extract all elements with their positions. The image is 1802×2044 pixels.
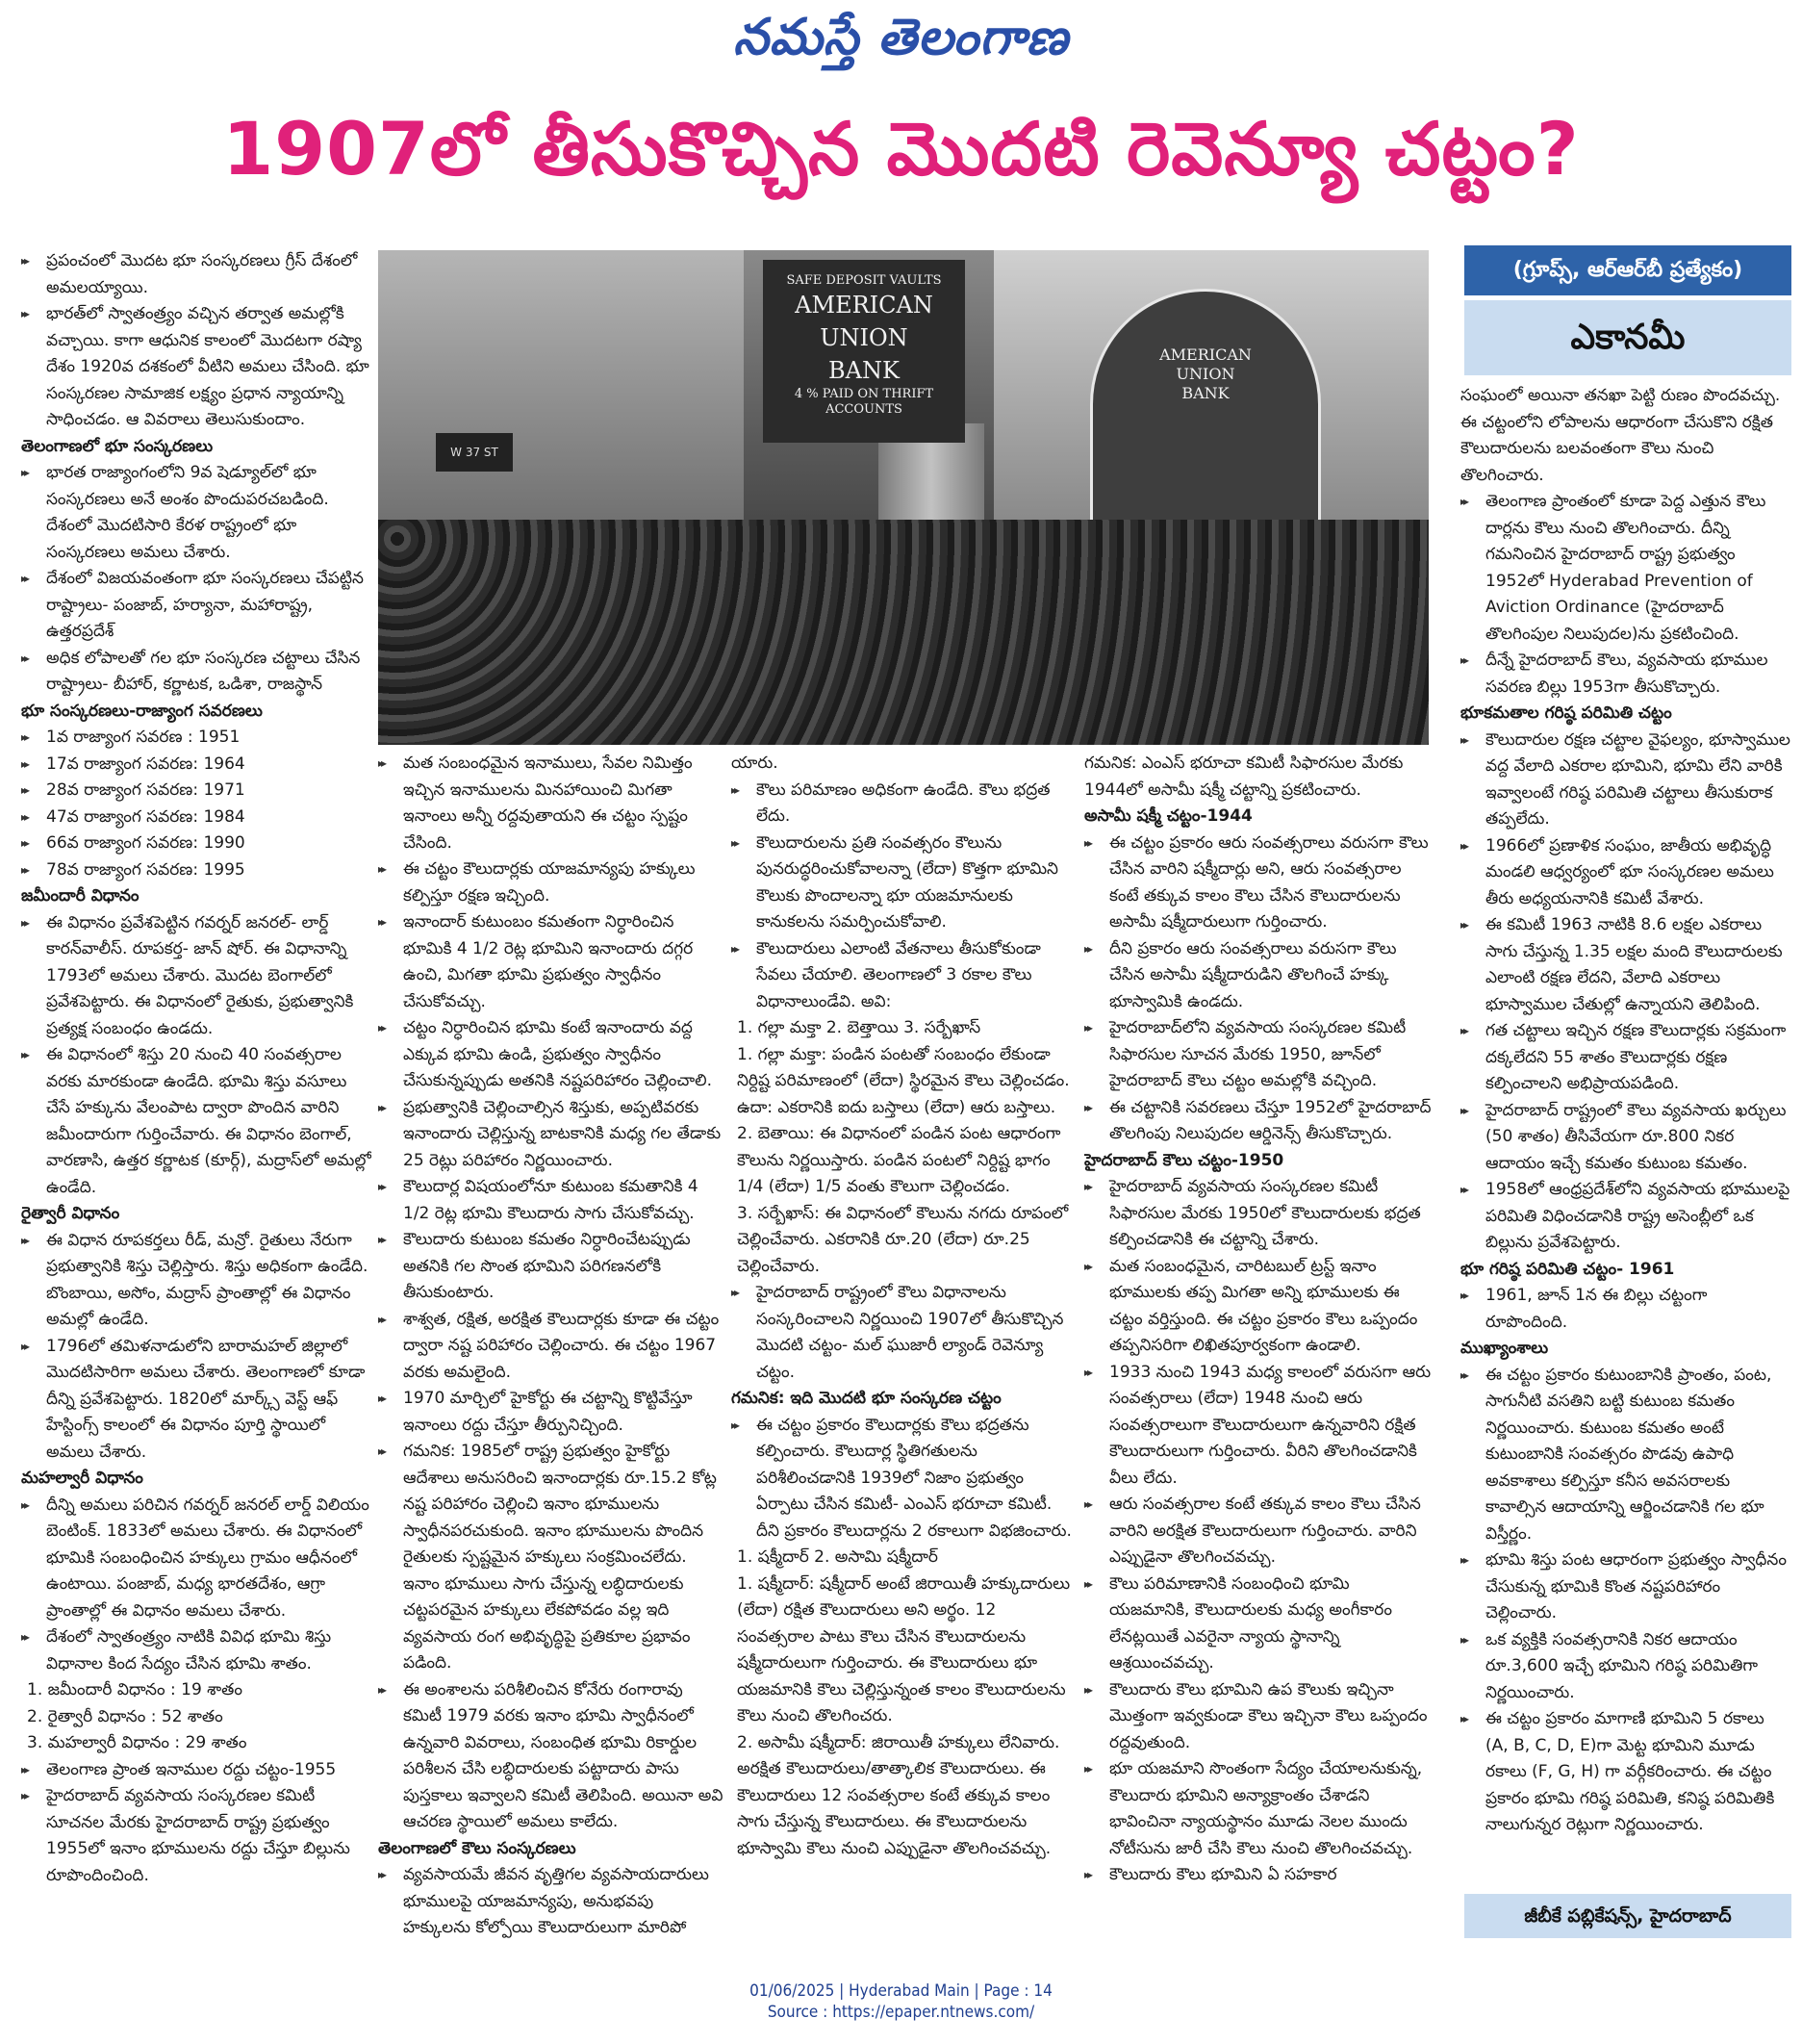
- text-paragraph: 3. సర్బేఖాస్: ఈ విధానంలో కౌలును నగదు రూపంలో చెల్లించేవారు. ఎకరానికి రూ.20 (లేదా) రూ.25 చెల్లించేవారు.: [737, 1203, 1069, 1276]
- photo-sign-line3: BANK: [828, 357, 900, 384]
- text-paragraph: 1. షక్మీదార్ 2. అసామి షక్మీదార్: [737, 1547, 938, 1567]
- bullet-paragraph: ▸▸ దేశంలో విజయవంతంగా భూ సంస్కరణలు చేపట్టిన రాష్ట్రాలు- పంజాబ్, హర్యానా, మహారాష్ట్ర, ఉత్తరప్రదేశ్: [21, 566, 371, 646]
- section-label: ఎకానమీ: [1464, 300, 1791, 375]
- text-paragraph: 2. బెతాయి: ఈ విధానంలో పండిన పంట ఆధారంగా కౌలును నిర్ణయిస్తారు. పండిన పంటలో నిర్దిష్ట భాగం 1/4 (లేదా) 1/5 వంతు కౌలుగా చెల్లించడం.: [737, 1124, 1061, 1196]
- bullet-paragraph: ▸▸ ప్రపంచంలో మొదట భూ సంస్కరణలు గ్రీస్ దేశంలో అమలయ్యాయి.: [21, 248, 371, 301]
- section-heading: తెలంగాణలో కౌలు సంస్కరణలు: [378, 1838, 576, 1858]
- photo-arch-line2: UNION: [1176, 365, 1235, 383]
- section-heading: జమీందారీ విధానం: [21, 886, 140, 906]
- bullet-paragraph: ▸▸ వ్యవసాయమే జీవన వృత్తిగల వ్యవసాయదారులు భూములపై యాజమాన్యపు, అనుభవపు హక్కులను కోల్పోయి కౌలుదారులుగా మారిపో: [378, 1862, 724, 1942]
- photo-building-left: [378, 250, 744, 539]
- section-heading: భూ గరిష్ఠ పరిమితి చట్టం- 1961: [1460, 1259, 1675, 1279]
- article-column-2: [378, 751, 724, 1954]
- section-heading: మహల్వారీ విధానం: [21, 1469, 143, 1488]
- bullet-paragraph: ▸▸ కౌలుదారు కౌలు భూమిని ఏ సహకార: [1084, 1862, 1433, 1889]
- bullet-paragraph: ▸▸ కౌలుదారు కౌలు భూమిని ఉప కౌలుకు ఇచ్చినా మొత్తంగా ఇవ్వకుండా కౌలు ఇచ్చినా కౌలు ఒప్పందం రద్దవుతుంది.: [1084, 1677, 1433, 1757]
- bullet-paragraph: ▸▸ హైదరాబాద్‌లోని వ్యవసాయ సంస్కరణల కమిటీ సిఫారసుల సూచన మేరకు 1950, జూన్‌లో హైదరాబాద్ కౌలు చట్టం అమల్లోకి వచ్చింది.: [1084, 1015, 1433, 1095]
- photo-sign-line1: AMERICAN: [795, 292, 933, 319]
- photo-sign-rate: 4 % PAID ON THRIFT ACCOUNTS: [794, 387, 934, 417]
- bullet-paragraph: ▸▸ గమనిక: 1985లో రాష్ట్ర ప్రభుత్వం హైకోర్టు ఆదేశాలు అనుసరించి ఇనాందార్లకు రూ.15.2 కోట్ల నష్ట పరిహారం చెల్లించి ఇనాం భూములను స్వాధీనపరచుకుంది. ఇనాం భూములను పొందిన రైతులకు స్పష్టమైన హక్కులు సంక్రమించలేదు. ఇనాం భూములు సాగు చేస్తున్న లబ్ధిదారులకు చట్టపరమైన హక్కులు లేకపోవడం వల్ల ఇది వ్యవసాయ రంగ అభివృద్ధిపై ప్రతికూల ప్రభావం పడింది.: [378, 1439, 724, 1677]
- text-paragraph: 3. మహల్వారీ విధానం : 29 శాతం: [27, 1733, 247, 1752]
- bullet-paragraph: ▸▸ అధిక లోపాలతో గల భూ సంస్కరణ చట్టాలు చేసిన రాష్ట్రాలు- బీహార్, కర్ణాటక, ఒడిశా, రాజస్థాన్: [21, 646, 371, 699]
- text-paragraph: 2. రైత్వారీ విధానం : 52 శాతం: [27, 1706, 223, 1726]
- bullet-paragraph: ▸▸ తెలంగాణ ప్రాంత ఇనాముల రద్దు చట్టం-1955: [21, 1757, 371, 1784]
- section-heading: భూ సంస్కరణలు-రాజ్యాంగ సవరణలు: [21, 701, 263, 721]
- bullet-paragraph: ▸▸ దీన్ని అమలు పరిచిన గవర్నర్ జనరల్ లార్డ్ విలియం బెంటింక్. 1833లో అమలు చేశారు. ఈ విధానంలో భూమికి సంబంధించిన హక్కులు గ్రామం ఆధీనంలో ఉంటాయి. పంజాబ్, మధ్య భారతదేశం, ఆగ్రా ప్రాంతాల్లో ఈ విధానం అమలు చేశారు.: [21, 1493, 371, 1625]
- text-paragraph: 1. జమీందారీ విధానం : 19 శాతం: [27, 1680, 243, 1699]
- bullet-paragraph: ▸▸ 78వ రాజ్యాంగ సవరణ: 1995: [21, 857, 371, 884]
- section-heading: అసామీ షక్మీ చట్టం-1944: [1084, 806, 1253, 826]
- bullet-paragraph: ▸▸ భూమి శిస్తు పంట ఆధారంగా ప్రభుత్వం స్వాధీనం చేసుకున్న భూమికి కొంత నష్టపరిహారం చెల్లించారు.: [1460, 1547, 1791, 1627]
- bullet-paragraph: ▸▸ హైదరాబాద్ వ్యవసాయ సంస్కరణల కమిటీ సూచనల మేరకు హైదరాబాద్ రాష్ట్ర ప్రభుత్వం 1955లో ఇనాం భూములను రద్దు చేస్తూ బిల్లును రూపొందించింది.: [21, 1783, 371, 1889]
- bullet-paragraph: ▸▸ ఈ చట్టం ప్రకారం కుటుంబానికి ప్రాంతం, పంట, సాగునీటి వసతిని బట్టి కుటుంబ కమతం నిర్ణయించారు. కుటుంబ కమతం అంటే కుటుంబానికి సంవత్సరం పొడవు ఉపాధి అవకాశాలు కల్పిస్తూ కనీస అవసరాలకు కావాల్సిన ఆదాయాన్ని ఆర్జించడానికి గల భూ విస్తీర్ణం.: [1460, 1363, 1791, 1548]
- bullet-paragraph: ▸▸ 1796లో తమిళనాడులోని బారామహల్ జిల్లాలో మొదటిసారిగా అమలు చేశారు. తెలంగాణలో కూడా దీన్ని ప్రవేశపెట్టారు. 1820లో మార్క్స్ వెస్ట్ ఆఫ్ హేస్టింగ్స్ కాలంలో ఈ విధానం పూర్తి స్థాయిలో అమలు చేశారు.: [21, 1334, 371, 1467]
- bullet-paragraph: ▸▸ భారత రాజ్యాంగంలోని 9వ షెడ్యూల్‌లో భూ సంస్కరణలు అనే అంశం పొందుపరచబడింది. దేశంలో మొదటిసారి కేరళ రాష్ట్రంలో భూ సంస్కరణలు అమలు చేశారు.: [21, 460, 371, 566]
- text-paragraph: సంఘంలో అయినా తనఖా పెట్టి రుణం పొందవచ్చు. ఈ చట్టంలోని లోపాలను ఆధారంగా చేసుకొని రక్షిత కౌలుదారులను బలవంతంగా కౌలు నుంచి తొలగించారు.: [1460, 386, 1781, 485]
- article-column-4: [1084, 751, 1433, 1954]
- bullet-paragraph: ▸▸ తెలంగాణ ప్రాంతంలో కూడా పెద్ద ఎత్తున కౌలు దార్లను కౌలు నుంచి తొలగించారు. దీన్ని గమనించిన హైదరాబాద్ రాష్ట్ర ప్రభుత్వం 1952లో Hyderabad Prevention of Aviction Ordinance (హైదరాబాద్ తొలగింపుల నిలుపుదల)ను ప్రకటించింది.: [1460, 489, 1791, 648]
- bullet-paragraph: ▸▸ 1958లో ఆంధ్రప్రదేశ్‌లోని వ్యవసాయ భూములపై పరిమితి విధించడానికి రాష్ట్ర అసెంబ్లీలో ఒక బిల్లును ప్రవేశపెట్టారు.: [1460, 1177, 1791, 1257]
- bullet-paragraph: ▸▸ హైదరాబాద్ రాష్ట్రంలో కౌలు వ్యవసాయ ఖర్చులు (50 శాతం) తీసివేయగా రూ.800 నికర ఆదాయం ఇచ్చే కమతం కుటుంబ కమతం.: [1460, 1098, 1791, 1178]
- bullet-paragraph: ▸▸ ఈ కమిటీ 1963 నాటికి 8.6 లక్షల ఎకరాలు సాగు చేస్తున్న 1.35 లక్షల మంది కౌలుదారులకు ఎలాంటి రక్షణ లేదని, వేలాది ఎకరాలు భూస్వాముల చేతుల్లో ఉన్నాయని తెలిపింది.: [1460, 912, 1791, 1018]
- photo-street-sign: W 37 ST: [436, 433, 513, 472]
- bullet-paragraph: ▸▸ ఒక వ్యక్తికి సంవత్సరానికి నికర ఆదాయం రూ.3,600 ఇచ్చే భూమిని గరిష్ఠ పరిమితిగా నిర్ణయించారు.: [1460, 1627, 1791, 1707]
- page-footer: [0, 1980, 1802, 2023]
- bullet-paragraph: ▸▸ మత సంబంధమైన, చారిటబుల్ ట్రస్ట్ ఇనాం భూములకు తప్ప మిగతా అన్ని భూములకు ఈ చట్టం వర్తిస్తుంది. ఈ చట్టం ప్రకారం కౌలు ఒప్పందం తప్పనిసరిగా లిఖితపూర్వకంగా ఉండాలి.: [1084, 1254, 1433, 1360]
- bullet-paragraph: ▸▸ హైదరాబాద్ వ్యవసాయ సంస్కరణల కమిటీ సిఫారసుల మేరకు 1950లో కౌలుదారులకు భద్రత కల్పించడానికి ఈ చట్టాన్ని చేశారు.: [1084, 1174, 1433, 1254]
- photo-arch-line3: BANK: [1181, 384, 1230, 402]
- bullet-paragraph: ▸▸ ప్రభుత్వానికి చెల్లించాల్సిన శిస్తుకు, అప్పటివరకు ఇనాందారు చెల్లిస్తున్న బాటకానికి మధ్య గల తేడాకు 25 రెట్లు పరిహారం నిర్ణయించారు.: [378, 1095, 724, 1175]
- bullet-paragraph: ▸▸ ఈ విధాన రూపకర్తలు రీడ్, మన్రో. రైతులు నేరుగా ప్రభుత్వానికి శిస్తు చెల్లిస్తారు. శిస్తు అధికంగా ఉండేది. బొంబాయి, అసోం, మద్రాస్ ప్రాంతాల్లో ఈ విధానం అమల్లో ఉండేది.: [21, 1228, 371, 1334]
- photo-bank-sign: [763, 260, 965, 443]
- bullet-paragraph: ▸▸ భారత్‌లో స్వాతంత్ర్యం వచ్చిన తర్వాత అమల్లోకి వచ్చాయి. కాగా ఆధునిక కాలంలో మొదటగా రష్యా దేశం 1920వ దశకంలో వీటిని అమలు చేసింది. భూ సంస్కరణల సామాజిక లక్ష్యం ప్రధాన న్యాయాన్ని సాధించడం. ఆ వివరాలు తెలుసుకుందాం.: [21, 301, 371, 434]
- series-tag: (గ్రూప్స్, ఆర్ఆర్‌బీ ప్రత్యేకం): [1464, 245, 1791, 295]
- bullet-paragraph: ▸▸ 28వ రాజ్యాంగ సవరణ: 1971: [21, 778, 371, 805]
- section-heading: గమనిక: ఇది మొదటి భూ సంస్కరణ చట్టం: [731, 1389, 1002, 1408]
- bullet-paragraph: ▸▸ ఆరు సంవత్సరాల కంటే తక్కువ కాలం కౌలు చేసిన వారిని అరక్షిత కౌలుదారులుగా గుర్తించారు. వారిని ఎప్పుడైనా తొలగించవచ్చు.: [1084, 1492, 1433, 1571]
- text-paragraph: 1. గల్లా మక్తా 2. బెత్తాయి 3. సర్బేఖాస్: [737, 1018, 981, 1037]
- bullet-paragraph: ▸▸ కౌలు పరిమాణానికి సంబంధించి భూమి యజమానికి, కౌలుదారులకు మధ్య అంగీకారం లేనట్లయితే ఎవరైనా న్యాయ స్థానాన్ని ఆశ్రయించవచ్చు.: [1084, 1571, 1433, 1677]
- bullet-paragraph: ▸▸ మత సంబంధమైన ఇనాములు, సేవల నిమిత్తం ఇచ్చిన ఇనాములను మినహాయించి మిగతా ఇనాంలు అన్నీ రద్దవుతాయని ఈ చట్టం స్పష్టం చేసింది.: [378, 751, 724, 856]
- publisher-credit: జీబీకే పబ్లికేషన్స్, హైదరాబాద్: [1464, 1894, 1791, 1938]
- photo-crowd: [378, 520, 1429, 745]
- bullet-paragraph: ▸▸ గత చట్టాలు ఇచ్చిన రక్షణ కౌలుదార్లకు సక్రమంగా దక్కలేదని 55 శాతం కౌలుదార్లకు రక్షణ కల్పించాలని అభిప్రాయపడింది.: [1460, 1018, 1791, 1098]
- article-column-3: [731, 751, 1078, 1954]
- bullet-paragraph: ▸▸ 47వ రాజ్యాంగ సవరణ: 1984: [21, 805, 371, 831]
- footer-edition-info: 01/06/2025 | Hyderabad Main | Page : 14: [749, 1981, 1053, 2001]
- section-heading: హైదరాబాద్ కౌలు చట్టం-1950: [1084, 1150, 1284, 1170]
- bullet-paragraph: ▸▸ 66వ రాజ్యాంగ సవరణ: 1990: [21, 830, 371, 857]
- bullet-paragraph: ▸▸ 1వ రాజ్యాంగ సవరణ : 1951: [21, 725, 371, 752]
- article-column-5: [1460, 383, 1791, 1884]
- bullet-paragraph: ▸▸ 17వ రాజ్యాంగ సవరణ: 1964: [21, 752, 371, 779]
- bullet-paragraph: ▸▸ కౌలుదారులు ఎలాంటి వేతనాలు తీసుకోకుండా సేవలు చేయాలి. తెలంగాణలో 3 రకాల కౌలు విధానాలుండేవి. అవి:: [731, 936, 1078, 1016]
- bullet-paragraph: ▸▸ ఇనాందార్ కుటుంబం కమతంగా నిర్ధారించిన భూమికి 4 1/2 రెట్ల భూమిని ఇనాందారు దగ్గర ఉంచి, మిగతా భూమి ప్రభుత్వం స్వాధీనం చేసుకోవచ్చు.: [378, 909, 724, 1015]
- bullet-paragraph: ▸▸ 1933 నుంచి 1943 మధ్య కాలంలో వరుసగా ఆరు సంవత్సరాలు (లేదా) 1948 నుంచి ఆరు సంవత్సరాలుగా కౌలుదారులుగా ఉన్నవారిని రక్షిత కౌలుదారులుగా గుర్తించారు. వీరిని తొలగించడానికి వీలు లేదు.: [1084, 1360, 1433, 1493]
- photo-sign-line2: UNION: [820, 324, 908, 351]
- masthead-logo: నమస్తే తెలంగాణ: [733, 8, 1069, 66]
- bullet-paragraph: ▸▸ దీని ప్రకారం ఆరు సంవత్సరాలు వరుసగా కౌలు చేసిన అసామీ షక్మీదారుడిని తొలగించే హక్కు భూస్వామికి ఉండదు.: [1084, 936, 1433, 1016]
- section-heading: రైత్వారీ విధానం: [21, 1204, 120, 1223]
- bullet-paragraph: ▸▸ కౌలుదార్ల విషయంలోనూ కుటుంబ కమతానికి 4 1/2 రెట్ల భూమి కౌలుదారు సాగు చేసుకోవచ్చు.: [378, 1174, 724, 1227]
- bullet-paragraph: ▸▸ ఈ అంశాలను పరిశీలించిన కోనేరు రంగారావు కమిటీ 1979 వరకు ఇనాం భూమి స్వాధీనంలో ఉన్నవారి వివరాలు, సంబంధిత భూమి రికార్డుల పరిశీలన చేసి లబ్ధిదారులకు పట్టాదారు పాసు పుస్తకాలు ఇవ్వాలని కమిటీ తెలిపింది. అయినా అవి ఆచరణ స్థాయిలో అమలు కాలేదు.: [378, 1677, 724, 1836]
- bullet-paragraph: ▸▸ కౌలుదారుల రక్షణ చట్టాల వైఫల్యం, భూస్వాముల వద్ద వేలాది ఎకరాల భూమిని, భూమి లేని వారికి ఇవ్వాలంటే గరిష్ఠ పరిమితి చట్టాలు తీసుకురాక తప్పలేదు.: [1460, 728, 1791, 833]
- bullet-paragraph: ▸▸ కౌలుదారు కుటుంబ కమతం నిర్ధారించేటప్పుడు అతనికి గల సొంత భూమిని పరిగణనలోకి తీసుకుంటారు.: [378, 1227, 724, 1307]
- section-heading: భూకమతాల గరిష్ఠ పరిమితి చట్టం: [1460, 703, 1672, 723]
- text-paragraph: యారు.: [731, 754, 778, 773]
- bullet-paragraph: ▸▸ కౌలుదారులను ప్రతి సంవత్సరం కౌలును పునరుద్ధరించుకోవాలన్నా (లేదా) కొత్తగా భూమిని కౌలుకు పొందాలన్నా భూ యజమానులకు కానుకలను సమర్పించుకోవాలి.: [731, 830, 1078, 936]
- article-column-1: [21, 248, 371, 1952]
- text-paragraph: గమనిక: ఎంఎస్ భరూచా కమిటీ సిఫారసుల మేరకు 1944లో అసామీ షక్మీ చట్టాన్ని ప్రకటించారు.: [1084, 754, 1404, 800]
- section-heading: తెలంగాణలో భూ సంస్కరణలు: [21, 436, 214, 456]
- text-paragraph: 1. షక్మీదార్: షక్మీదార్ అంటే జిరాయితీ హక్కుదారులు (లేదా) రక్షిత కౌలుదారులు అని అర్థం. 12 సంవత్సరాల పాటు కౌలు చేసిన కౌలుదారులను షక్మీదారులుగా గుర్తించారు. ఈ కౌలుదారులు భూ యజమానికి కౌలు చెల్లిస్తున్నంత కాలం కౌలుదారులను కౌలు నుంచి తొలగించరు.: [737, 1573, 1071, 1725]
- bullet-paragraph: ▸▸ 1961, జూన్ 1న ఈ బిల్లు చట్టంగా రూపొందింది.: [1460, 1283, 1791, 1336]
- bullet-paragraph: ▸▸ కౌలు పరిమాణం అధికంగా ఉండేది. కౌలు భద్రత లేదు.: [731, 778, 1078, 830]
- bullet-paragraph: ▸▸ ఈ చట్టానికి సవరణలు చేస్తూ 1952లో హైదరాబాద్ తొలగింపు నిలుపుదల ఆర్డినెన్స్ తీసుకొచ్చారు.: [1084, 1095, 1433, 1148]
- section-heading: ముఖ్యాంశాలు: [1460, 1339, 1549, 1358]
- photo-sign-vaults: SAFE DEPOSIT VAULTS: [786, 273, 942, 288]
- bullet-paragraph: ▸▸ ఈ విధానం ప్రవేశపెట్టిన గవర్నర్ జనరల్- లార్డ్ కారన్‌వాలీస్. రూపకర్త- జాన్ షోర్. ఈ విధానాన్ని 1793లో అమలు చేశారు. మొదట బెంగాల్‌లో ప్రవేశపెట్టారు. ఈ విధానంలో రైతుకు, ప్రభుత్వానికి ప్రత్యక్ష సంబంధం ఉండదు.: [21, 910, 371, 1043]
- bullet-paragraph: ▸▸ దేశంలో స్వాతంత్ర్యం నాటికి వివిధ భూమి శిస్తు విధానాల కింద సేద్యం చేసిన భూమి శాతం.: [21, 1624, 371, 1677]
- bullet-paragraph: ▸▸ దీన్నే హైదరాబాద్ కౌలు, వ్యవసాయ భూముల సవరణ బిల్లు 1953గా తీసుకొచ్చారు.: [1460, 648, 1791, 701]
- bank-crowd-photo: [378, 250, 1429, 745]
- bullet-paragraph: ▸▸ హైదరాబాద్ రాష్ట్రంలో కౌలు విధానాలను సంస్కరించాలని నిర్ణయించి 1907లో తీసుకొచ్చిన మొదటి చట్టం- మల్ ఘుజారీ ల్యాండ్ రెవెన్యూ చట్టం.: [731, 1280, 1078, 1386]
- photo-arch-line1: AMERICAN: [1159, 345, 1252, 364]
- bullet-paragraph: ▸▸ చట్టం నిర్ధారించిన భూమి కంటే ఇనాందారు వద్ద ఎక్కువ భూమి ఉండి, ప్రభుత్వం స్వాధీనం చేసుకున్నప్పుడు అతనికి నష్టపరిహారం చెల్లించాలి.: [378, 1015, 724, 1095]
- text-paragraph: 2. అసామీ షక్మీదార్: జిరాయితీ హక్కులు లేనివారు. అరక్షిత కౌలుదారులు/తాత్కాలిక కౌలుదారులు. ఈ కౌలుదారులు 12 సంవత్సరాల కంటే తక్కువ కాలం సాగు చేస్తున్న కౌలుదారులు. ఈ కౌలుదారులను భూస్వామి కౌలు నుంచి ఎప్పుడైనా తొలగించవచ్చు.: [737, 1732, 1060, 1858]
- bullet-paragraph: ▸▸ ఈ చట్టం ప్రకారం ఆరు సంవత్సరాలు వరుసగా కౌలు చేసిన వారిని షక్మీదార్లు అని, ఆరు సంవత్సరాల కంటే తక్కువ కాలం కౌలు చేసిన కౌలుదారులను అసామీ షక్మీదారులుగా గుర్తించారు.: [1084, 830, 1433, 936]
- bullet-paragraph: ▸▸ ఈ చట్టం కౌలుదార్లకు యాజమాన్యపు హక్కులు కల్పిస్తూ రక్షణ ఇచ్చింది.: [378, 856, 724, 909]
- bullet-paragraph: ▸▸ ఈ విధానంలో శిస్తు 20 నుంచి 40 సంవత్సరాల వరకు మారకుండా ఉండేది. భూమి శిస్తు వసూలు చేసే హక్కును వేలంపాట ద్వారా పొందిన వారిని జమీందారుగా గుర్తించేవారు. ఈ విధానం బెంగాల్, వారణాసి, ఉత్తర కర్ణాటక (కూర్గ్), మద్రాస్‌లో అమల్లో ఉండేది.: [21, 1042, 371, 1201]
- page-headline: 1907లో తీసుకొచ్చిన మొదటి రెవెన్యూ చట్టం?: [222, 106, 1580, 192]
- text-paragraph: 1. గల్లా మక్తా: పండిన పంటతో సంబంధం లేకుండా నిర్దిష్ట పరిమాణంలో (లేదా) స్థిరమైన కౌలు చెల్లించడం. ఉదా: ఎకరానికి ఐదు బస్తాలు (లేదా) ఆరు బస్తాలు.: [737, 1044, 1070, 1117]
- bullet-paragraph: ▸▸ శాశ్వత, రక్షిత, అరక్షిత కౌలుదార్లకు కూడా ఈ చట్టం ద్వారా నష్ట పరిహారం చెల్లించారు. ఈ చట్టం 1967 వరకు అమలైంది.: [378, 1307, 724, 1387]
- bullet-paragraph: ▸▸ ఈ చట్టం ప్రకారం కౌలుదార్లకు కౌలు భద్రతను కల్పించారు. కౌలుదార్ల స్థితిగతులను పరిశీలించడానికి 1939లో నిజాం ప్రభుత్వం ఏర్పాటు చేసిన కమిటీ- ఎంఎస్ భరూచా కమిటీ. దీని ప్రకారం కౌలుదార్లను 2 రకాలుగా విభజించారు.: [731, 1413, 1078, 1546]
- bullet-paragraph: ▸▸ 1966లో ప్రణాళిక సంఘం, జాతీయ అభివృద్ధి మండలి ఆధ్వర్యంలో భూ సంస్కరణల అమలు తీరు అధ్యయనానికి కమిటీ వేశారు.: [1460, 833, 1791, 913]
- bullet-paragraph: ▸▸ ఈ చట్టం ప్రకారం మాగాణి భూమిని 5 రకాలు (A, B, C, D, E)గా మెట్ట భూమిని మూడు రకాలు (F, G, H) గా వర్గీకరించారు. ఈ చట్టం ప్రకారం భూమి గరిష్ఠ పరిమితి, కనిష్ఠ పరిమితికి నాలుగున్నర రెట్లుగా నిర్ణయించారు.: [1460, 1706, 1791, 1839]
- bullet-paragraph: ▸▸ 1970 మార్చిలో హైకోర్టు ఈ చట్టాన్ని కొట్టివేస్తూ ఇనాంలు రద్దు చేస్తూ తీర్పునిచ్చింది.: [378, 1386, 724, 1439]
- footer-source-link[interactable]: Source : https://epaper.ntnews.com/: [767, 2003, 1035, 2022]
- bullet-paragraph: ▸▸ భూ యజమాని సొంతంగా సేద్యం చేయాలనుకున్న, కౌలుదారు భూమిని అన్యాక్రాంతం చేశాడని భావించినా న్యాయస్థానం మూడు నెలల ముందు నోటీసును జారీ చేసి కౌలు నుంచి తొలగించవచ్చు.: [1084, 1756, 1433, 1862]
